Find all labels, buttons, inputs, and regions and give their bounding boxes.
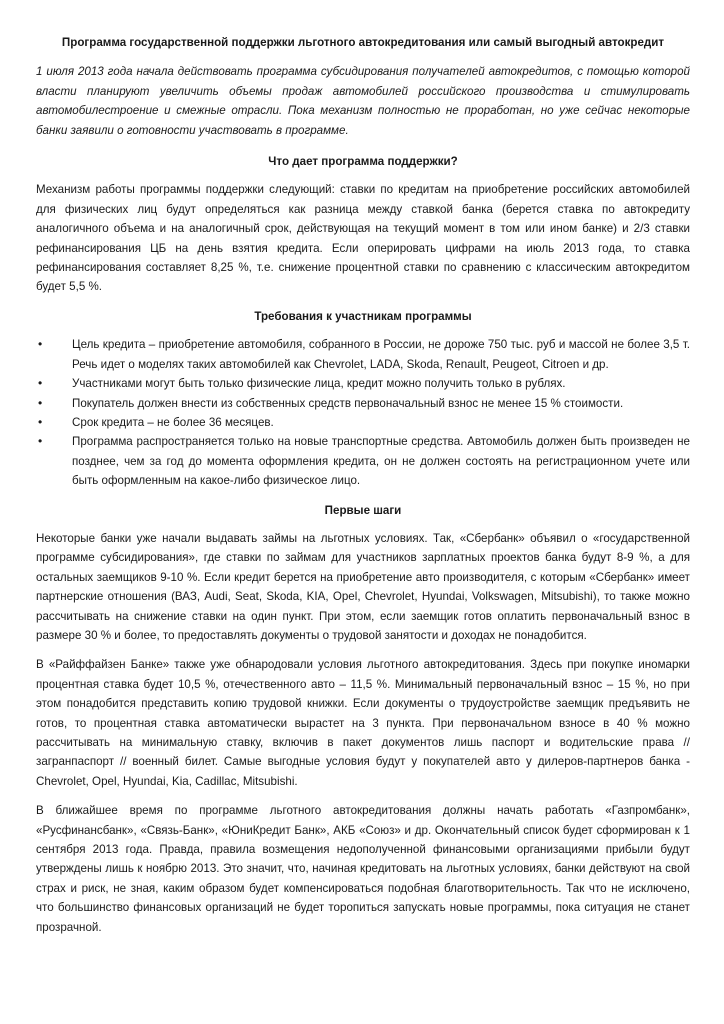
list-item: • Участниками могут быть только физические лица, кредит можно получить только в рублях. <box>36 374 690 393</box>
intro-paragraph: 1 июля 2013 года начала действовать программа субсидирования получателей автокредитов, с помощью которой власти планируют увеличить объемы продаж автомобилей российского производства и стимулировать автомобилестроение и смежные отрасли. Пока механизм полностью не проработан, но уже сейчас некоторые банки заявили о готовности участвовать в программе. <box>36 65 690 137</box>
list-item: • Цель кредита – приобретение автомобиля, собранного в России, не дороже 750 тыс. руб и массой не более 3,5 т. Речь идет о моделях таких автомобилей как Chevrolet, LADA, Skoda, Renault, Peugeot, Citroen и др. <box>36 335 690 374</box>
list-item: • Программа распространяется только на новые транспортные средства. Автомобиль должен быть произведен не позднее, чем за год до момента оформления кредита, он не должен состоять на регистрационном учете или быть оформленным на какое-либо физическое лицо. <box>36 432 690 490</box>
other-banks-paragraph: В ближайшее время по программе льготного автокредитования должны начать работать «Газпромбанк», «Русфинансбанк», «Связь-Банк», «ЮниКредит Банк», АКБ «Союз» и др. Окончательный список будет сформирован к 1 сентября 2013 года. Правда, правила возмещения недополученной финансовыми организациями прибыли будут утверждены лишь к ноябрю 2013. Это значит, что, начиная кредитовать на льготных условиях, банки действуют на свой страх и риск, не зная, каким образом будет компенсироваться подобная благотворительность. Так что не исключено, что большинство финансовых организаций не будет торопиться запускать новые программы, пока ситуация не станет прозрачной. <box>36 804 690 934</box>
requirements-list <box>36 335 690 490</box>
raiffeisen-paragraph: В «Райффайзен Банке» также уже обнародовали условия льготного автокредитования. Здесь при покупке иномарки процентная ставка будет 10,5 %, отечественного авто – 11,5 %. Минимальный первоначальный взнос – 15 %, но при этом понадобится представить копию трудовой книжки. Если документы о трудоустройстве заемщик предъявить не готов, то процентная ставка автоматически вырастет на 3 пункта. При первоначальном взносе в 40 % можно рассчитывать на минимальную ставку, включив в пакет документов лишь паспорт и водительские права // загранпаспорт // военный билет. Самые выгодные условия будут у покупателей авто у дилеров-партнеров банка - Chevrolet, Opel, Hyundai, Kia, Cadillac, Mitsubishi. <box>36 658 690 788</box>
sberbank-paragraph: Некоторые банки уже начали выдавать займы на льготных условиях. Так, «Сбербанк» объявил о «государственной программе субсидирования», где ставки по займам для участников зарплатных проектов банка будут 8-9 %, а для остальных заемщиков 9-10 %. Если кредит берется на приобретение авто производителя, с которым «Сбербанк» имеет партнерские отношения (ВАЗ, Audi, Seat, Skoda, KIA, Opel, Chevrolet, Hyundai, Volkswagen, Mitsubishi), то также можно рассчитывать на снижение ставки на один пункт. При этом, если заемщик готов оплатить первоначальный взнос в размере 30 % и более, то предоставлять документы о трудовой занятости и доходах не понадобится. <box>36 531 690 642</box>
section-heading-first-steps: Первые шаги <box>324 503 402 517</box>
document-title: Программа государственной поддержки льготного автокредитования или самый выгодный автокредит <box>61 36 665 49</box>
list-item: • Срок кредита – не более 36 месяцев. <box>36 413 690 432</box>
list-item: • Покупатель должен внести из собственных средств первоначальный взнос не менее 15 % стоимости. <box>36 394 690 413</box>
section-heading-requirements: Требования к участникам программы <box>254 309 472 323</box>
section-heading-benefits: Что дает программа поддержки? <box>268 155 458 169</box>
benefits-paragraph: Механизм работы программы поддержки следующий: ставки по кредитам на приобретение российских автомобилей для физических лиц будут определяться как разница между ставкой банка (берется ставка по автокредиту аналогичного объема и на аналогичный срок, действующая на текущий момент в том или ином банке) и 2/3 ставки рефинансирования ЦБ на день взятия кредита. Если оперировать цифрами на июль 2013 года, то ставка рефинансирования составляет 8,25 %, т.е. снижение процентной ставки по сравнению с классическим автокредитом будет 5,5 %. <box>36 183 690 294</box>
